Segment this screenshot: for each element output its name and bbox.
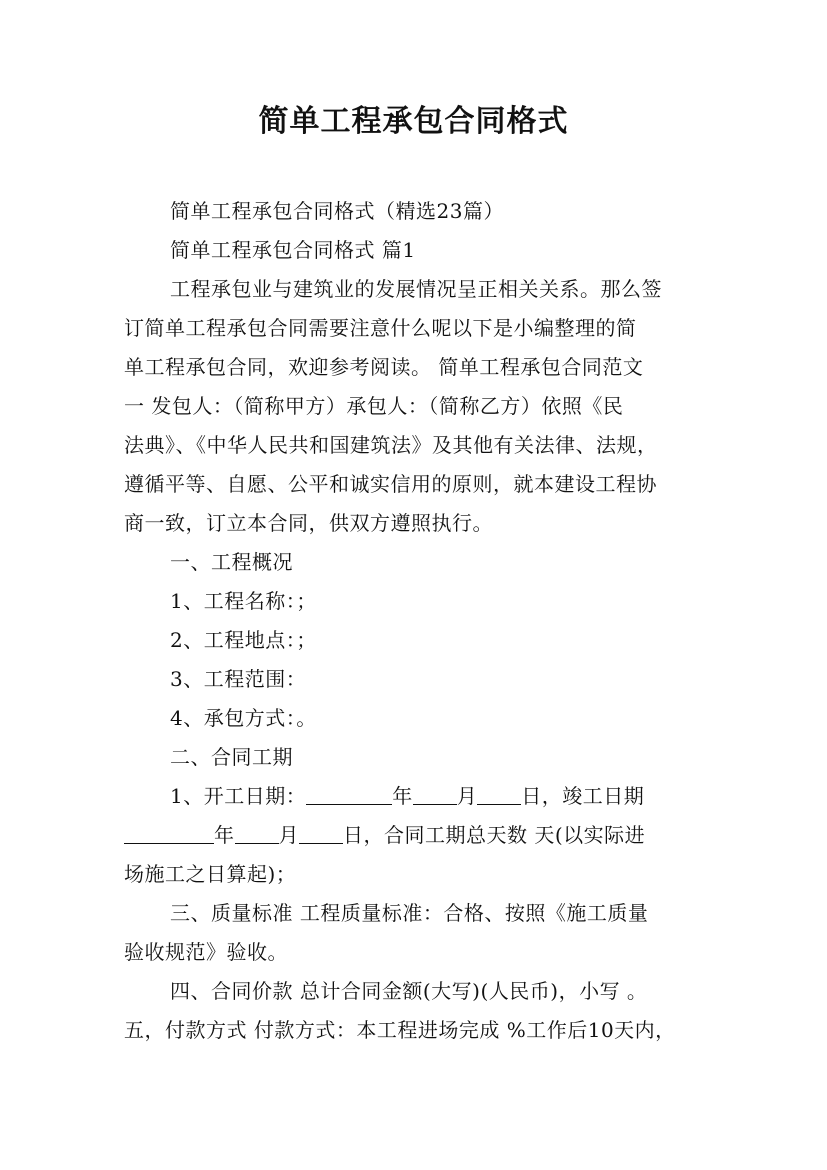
year-unit: 年 [392, 784, 413, 808]
schedule-note-line: 场施工之日算起)； [124, 862, 297, 886]
end-year-blank [124, 823, 214, 844]
overview-item: 1、工程名称：； [170, 589, 317, 613]
schedule-start-date-line [170, 782, 644, 810]
start-month-blank [413, 784, 457, 805]
start-date-label: 1、开工日期： [170, 784, 307, 808]
intro-paragraph-line: 工程承包业与建筑业的发展情况呈正相关关系。那么签 [170, 277, 662, 301]
schedule-completion-date-line [124, 821, 645, 849]
quality-standard-line: 三、质量标准 工程质量标准：合格、按照《施工质量 [170, 901, 649, 925]
start-day-blank [477, 784, 521, 805]
month-unit: 月 [456, 784, 478, 808]
end-month-blank [235, 823, 279, 844]
document-title: 简单工程承包合同格式 [258, 104, 569, 139]
document-subtitle: 简单工程承包合同格式（精选23篇） [170, 199, 504, 223]
total-days-text: ，合同工期总天数 天(以实际进 [363, 823, 646, 847]
section-heading-schedule: 二、合同工期 [170, 745, 293, 769]
contract-price-line: 四、合同价款 总计合同金额(大写)(人民币)，小写 。 [170, 979, 648, 1003]
payment-method-line: 五，付款方式 付款方式：本工程进场完成 %工作后10天内， [124, 1018, 676, 1042]
year-unit: 年 [214, 823, 235, 847]
intro-paragraph-line: 单工程承包合同，欢迎参考阅读。 简单工程承包合同范文 [124, 355, 644, 379]
completion-date-label: ，竣工日期 [541, 784, 645, 808]
overview-item: 2、工程地点：； [170, 628, 317, 652]
start-year-blank [306, 784, 392, 805]
intro-paragraph-line: 订简单工程承包合同需要注意什么呢以下是小编整理的简 [124, 316, 637, 340]
day-unit: 日 [521, 784, 542, 808]
intro-paragraph-line: 商一致，订立本合同，供双方遵照执行。 [124, 511, 493, 535]
intro-paragraph-line: 一 发包人：（简称甲方）承包人：（简称乙方）依照《民 [124, 394, 624, 418]
month-unit: 月 [278, 823, 299, 847]
end-day-blank [299, 823, 343, 844]
section-heading-overview: 一、工程概况 [170, 550, 293, 574]
chapter-heading: 简单工程承包合同格式 篇1 [170, 238, 416, 262]
overview-item: 3、工程范围： [170, 667, 307, 691]
intro-paragraph-line: 遵循平等、自愿、公平和诚实信用的原则，就本建设工程协 [124, 472, 657, 496]
overview-item: 4、承包方式：。 [170, 706, 317, 730]
quality-standard-line: 验收规范》验收。 [124, 940, 288, 964]
intro-paragraph-line: 法典》、《中华人民共和国建筑法》及其他有关法律、法规， [124, 433, 658, 457]
day-unit: 日 [343, 823, 364, 847]
